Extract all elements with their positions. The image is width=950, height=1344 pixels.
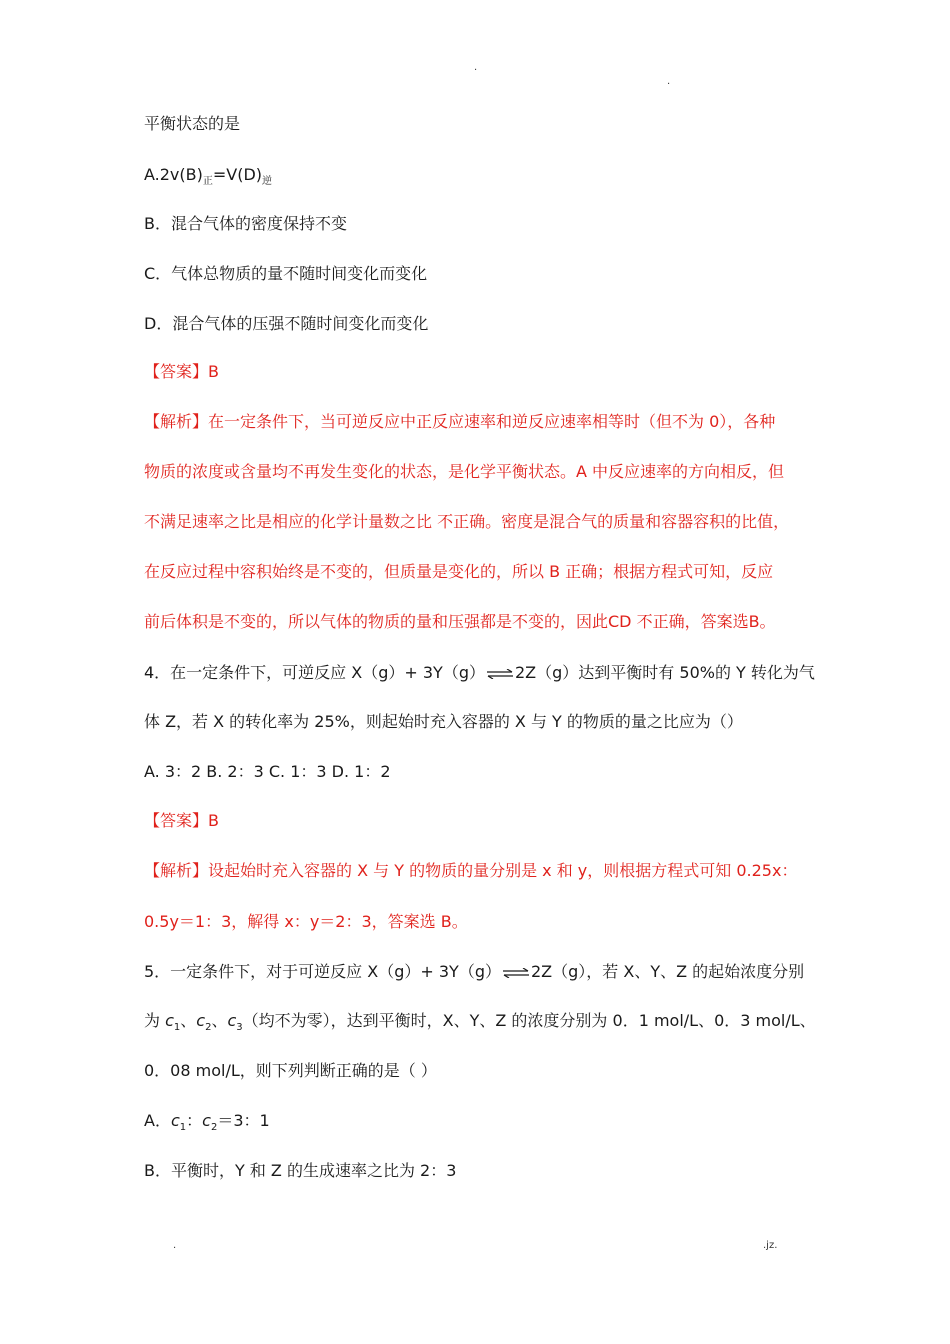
q3-option-a-sub-forward: 正 xyxy=(202,176,213,187)
q5-stem-line3: 0．08 mol/L，则下列判断正确的是（ ） xyxy=(144,1061,437,1080)
conc-var: c xyxy=(170,1111,180,1130)
footer-mark-right: .jz. xyxy=(763,1240,778,1251)
q4-stem-line2: 体 Z，若 X 的转化率为 25%，则起始时充入容器的 X 与 Y 的物质的量之比应为（） xyxy=(144,712,743,731)
q3-analysis-line: 【解析】在一定条件下，当可逆反应中正反应速率和逆反应速率相等时（但不为 0），各种 xyxy=(144,412,776,431)
q4-stem-part2: 2Z（g）达到平衡时有 50%的 Y 转化为气 xyxy=(515,663,815,682)
conc-sub: 2 xyxy=(205,1022,212,1033)
separator: 、 xyxy=(180,1011,197,1030)
q3-analysis-line: 不满足速率之比是相应的化学计量数之比 不正确。密度是混合气的质量和容器容积的比值， xyxy=(144,512,790,531)
q5-stem2-post: （均不为零），达到平衡时，X、Y、Z 的浓度分别为 0．1 mol/L、0．3 mol/L、 xyxy=(242,1011,816,1030)
q3-option-a-sub-reverse: 逆 xyxy=(262,176,273,187)
q3-analysis-line: 在反应过程中容积始终是不变的，但质量是变化的，所以 B 正确；根据方程式可知，反应 xyxy=(144,562,774,581)
q3-option-d: D．混合气体的压强不随时间变化而变化 xyxy=(144,314,429,333)
header-dot-left: . xyxy=(474,62,478,73)
header-dot-right: . xyxy=(667,76,671,87)
conc-sub: 3 xyxy=(236,1022,243,1033)
q4-stem-part1: 4．在一定条件下，可逆反应 X（g）+ 3Y（g） xyxy=(144,663,485,682)
q3-option-a-mid: =V(D) xyxy=(212,165,263,184)
q3-stem-tail: 平衡状态的是 xyxy=(144,114,241,133)
equilibrium-arrow-icon xyxy=(501,961,531,983)
q5-stem-part1: 5．一定条件下，对于可逆反应 X（g）+ 3Y（g） xyxy=(144,962,501,981)
conc-var: c xyxy=(202,1111,211,1130)
q3-option-b: B．混合气体的密度保持不变 xyxy=(144,214,347,233)
q3-option-a-prefix: A.2v(B) xyxy=(144,165,203,184)
q5-option-a xyxy=(144,1110,814,1139)
q3-option-a xyxy=(144,164,814,193)
footer-dot-left: . xyxy=(173,1240,177,1251)
equilibrium-arrow-icon xyxy=(485,662,515,684)
q5-option-a-pre: A． xyxy=(144,1111,171,1130)
q5-option-a-post: ＝3：1 xyxy=(217,1111,270,1130)
q4-analysis-line: 0.5y＝1：3，解得 x：y＝2：3，答案选 B。 xyxy=(144,912,468,931)
q3-analysis-line: 物质的浓度或含量均不再发生变化的状态，是化学平衡状态。A 中反应速率的方向相反，但 xyxy=(144,462,785,481)
q4-options: A. 3：2 B. 2：3 C. 1：3 D. 1：2 xyxy=(144,762,391,781)
q5-option-a-mid: ： xyxy=(186,1111,203,1130)
q5-stem-part2: 2Z（g），若 X、Y、Z 的起始浓度分别 xyxy=(531,962,805,981)
q3-option-c: C．气体总物质的量不随时间变化而变化 xyxy=(144,264,428,283)
conc-sub: 1 xyxy=(173,1022,181,1033)
q4-stem-line1 xyxy=(144,662,814,684)
q4-answer: 【答案】B xyxy=(144,811,219,830)
conc-sub: 1 xyxy=(179,1122,187,1133)
q5-stem2-pre: 为 xyxy=(144,1011,166,1030)
q4-analysis-line: 【解析】设起始时充入容器的 X 与 Y 的物质的量分别是 x 和 y，则根据方程式可知 0.25x： xyxy=(144,861,798,880)
conc-var: c xyxy=(165,1011,174,1030)
q5-stem-line1 xyxy=(144,961,814,983)
q3-answer: 【答案】B xyxy=(144,362,219,381)
conc-var: c xyxy=(196,1011,206,1030)
conc-var: c xyxy=(227,1011,237,1030)
conc-sub: 2 xyxy=(210,1122,218,1133)
separator: 、 xyxy=(211,1011,228,1030)
q5-stem-line2 xyxy=(144,1010,814,1039)
q3-analysis-line: 前后体积是不变的，所以气体的物质的量和压强都是不变的，因此CD 不正确，答案选B。 xyxy=(144,612,776,631)
q5-option-b: B．平衡时，Y 和 Z 的生成速率之比为 2：3 xyxy=(144,1161,457,1180)
